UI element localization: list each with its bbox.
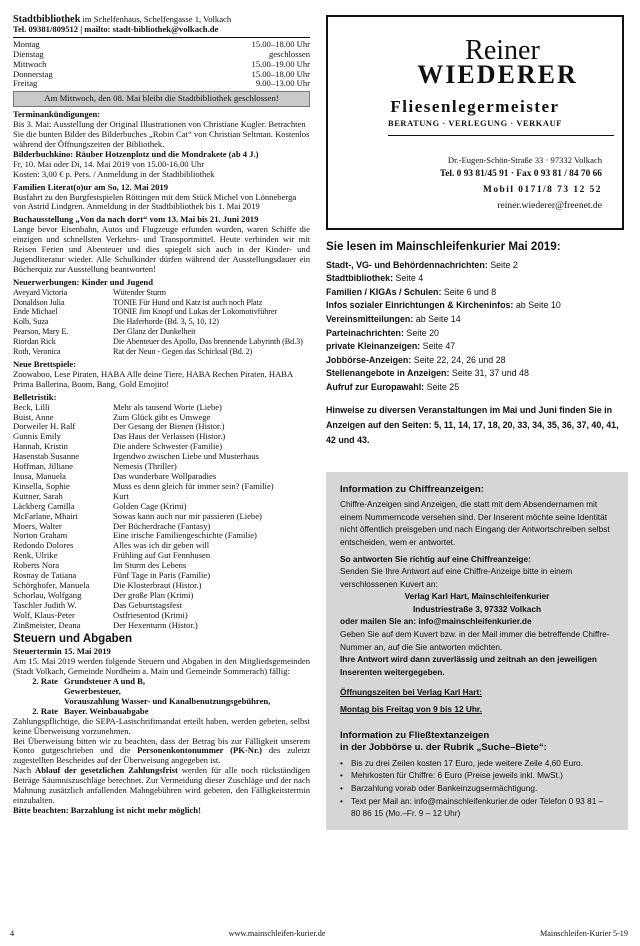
item-title: Das Haus der Verlassen (Histor.) <box>113 432 226 442</box>
hours-day: Montag <box>13 38 40 49</box>
toc-item <box>326 354 628 368</box>
tax-p3-b: Ablauf der gesetzlichen Zahlungsfrist <box>35 765 178 776</box>
rate-row <box>13 677 310 687</box>
item-title: Alles was ich dir geben will <box>113 541 210 551</box>
hours-time: 9.00–13.00 Uhr <box>255 78 310 89</box>
kids-heading: Neuerwerbungen: Kinder und Jugend <box>13 276 153 287</box>
toc-heading: Sie lesen im Mainschleifenkurier Mai 2019: <box>326 240 561 253</box>
kids-list <box>13 288 310 357</box>
list-item <box>13 307 310 317</box>
toc-item <box>326 286 628 300</box>
chiffre-heading: Information zu Chiffreanzeigen: <box>340 483 484 495</box>
item-author: Dorweiler H. Ralf <box>13 422 76 432</box>
list-item <box>13 561 310 571</box>
item-author: Kinsella, Sophie <box>13 481 70 491</box>
item-author: Inusa, Manuela <box>13 471 66 481</box>
list-item <box>13 551 310 561</box>
rate-label <box>13 687 64 697</box>
chiffre-mail-line: oder mailen Sie an: info@mainschleifenkurier.de <box>340 616 532 627</box>
hours-time: 15.00–18.00 Uhr <box>251 38 310 49</box>
item-title: Rat der Neun - Gegen das Schicksal (Bd. 2) <box>113 347 253 357</box>
opening-hours <box>13 40 310 90</box>
item-title: Die Haferhorde (Bd. 3, 5, 10, 12) <box>113 317 219 327</box>
item-title: Das wunderbare Wollparadies <box>113 471 217 481</box>
item-title: Der große Plan (Krimi) <box>113 590 194 600</box>
fiction-list <box>13 403 310 631</box>
rate-text: Grundsteuer A und B, <box>64 676 146 687</box>
divider <box>13 37 310 38</box>
list-item <box>13 601 310 611</box>
rate-label: 2. Rate <box>32 676 58 687</box>
item-author: Moers, Walter <box>13 521 62 531</box>
item-author: Hoffman, Jilliane <box>13 462 73 472</box>
footer <box>10 929 628 938</box>
ad-name-last: WIEDERER <box>417 60 578 89</box>
toc-label: Stadtbibliothek: <box>326 273 394 284</box>
ad-phone: Tel. 0 93 81/45 91 · Fax 0 93 81 / 84 70 66 <box>439 169 602 179</box>
library-name: Stadtbibliothek <box>13 14 81 25</box>
item-author: Hannah, Kristin <box>13 442 68 452</box>
chiffre-forward: Ihre Antwort wird dann zuverlässig und zeitnah an den jeweiligen Inserenten weitergegeben. <box>340 654 597 677</box>
item-title: Mehr als tausend Worte (Liebe) <box>113 402 222 412</box>
games-text: Zoowaboo, Lese Piraten, HABA Alle deine Tiere, HABA Rechen Piraten, HABA Prima Ballerina, Boom, Bang, Gold Emojito! <box>13 368 293 389</box>
hours-day: Mittwoch <box>13 58 47 69</box>
chiffre-answer-heading: So antworten Sie richtig auf eine Chiffreanzeige: <box>340 553 531 564</box>
item-title: Frühling auf Gut Fennhusen <box>113 551 211 561</box>
footer-issue: Mainschleifen-Kurier 5-19 <box>540 929 628 938</box>
tax-subheading: Steuertermin 15. Mai 2019 <box>13 646 111 657</box>
hours-day: Freitag <box>13 78 38 89</box>
toc-pages: ab Seite 14 <box>415 313 461 324</box>
hours-row <box>13 79 310 89</box>
toc-pages: Seite 22, 24, 26 und 28 <box>413 354 506 365</box>
item-title: Irgendwo zwischen Liebe und Musterhaus <box>113 452 259 462</box>
buchausstellung-heading: Buchausstellung „Von da nach dort“ vom 13. Mai bis 21. Juni 2019 <box>13 214 259 225</box>
ad-mobile: Mobil 0171/8 73 12 52 <box>482 185 602 195</box>
fliess-item: • Bis zu drei Zeilen kosten 17 Euro, jede weitere Zeile 4,60 Euro. <box>349 757 614 770</box>
list-item <box>13 581 310 591</box>
tax-p1: Zahlungspflichtige, die SEPA-Lastschriftmandat erteilt haben, werden gebeten, selbst keine Überweisung vorzunehmen. <box>13 715 310 736</box>
item-title: Der Gesang der Bienen (Histor.) <box>113 422 225 432</box>
buchausstellung-text: Lange bevor Eisenbahn, Autos und Flugzeuge erfunden wurden, waren Schiffe die einzigen und schnellsten Verkehrs- und Transportmittel. Heute verbinden wir mit Reisen Ferien und Abenteuer und dies spiegelt sich auch in der Kinder- und Jugendliteratur wieder. Alle Schulkinder dürfen während der Ausstellungsdauer ein Bücherquiz zur Ausstellung beantworten! <box>13 224 310 274</box>
toc-list <box>326 259 628 395</box>
tax-intro: Am 15. Mai 2019 werden folgende Steuern und Abgaben in den Mitgliedsgemeinden (Stadt Volkach, Gemeinde Nordheim a. Main und Gemeinde Sommerach) fällig: <box>13 656 310 677</box>
list-item <box>13 611 310 621</box>
item-title: TONIE Für Hund und Katz ist auch noch Platz <box>113 297 263 307</box>
hours-time: 15.00–19.00 Uhr <box>251 58 310 69</box>
ad-name-first: Reiner <box>465 35 540 66</box>
item-author: Kuttner, Sarah <box>13 491 63 501</box>
list-item <box>13 432 310 442</box>
tax-p3 <box>13 766 310 806</box>
item-title: Wütender Sturm <box>113 287 166 297</box>
toc-pages: Seite 6 und 8 <box>443 286 497 297</box>
item-author: Buist, Anne <box>13 412 54 422</box>
item-title: TONIE Jim Knopf und Lukas der Lokomotivführer <box>113 307 278 317</box>
kino-line2: Kosten: 3,00 € p. Pers. / Anmeldung in der Stadtbibliothek <box>13 168 215 179</box>
item-author: Kolb, Suza <box>13 317 49 327</box>
page-number: 4 <box>10 929 15 938</box>
item-author: Renk, Ulrike <box>13 551 58 561</box>
list-item <box>13 571 310 581</box>
tax-p2-b: Personenkontonummer (PK-Nr.) <box>137 745 263 756</box>
list-item <box>13 522 310 532</box>
list-item <box>13 502 310 512</box>
toc-item <box>326 272 628 286</box>
toc-label: private Kleinanzeigen: <box>326 341 421 352</box>
tax-p3-c: werden für alle noch rückständigen Beträge Säumniszuschläge berechnet. Zur Vermeidung dieser Zuschläge und der nach Mahnung zusätzlich anfallenden Mahngebühren wird gebeten, den Fälligkeitstermin einzuhalten. <box>13 765 310 805</box>
item-author: Taschler Judith W. <box>13 600 77 610</box>
list-item <box>13 512 310 522</box>
item-author: Ende Michael <box>13 307 58 317</box>
ad-profession: Fliesenlegermeister <box>390 97 560 116</box>
toc-pages: Seite 20 <box>406 327 439 338</box>
list-item <box>13 317 310 327</box>
toc-label: Familien / KIGAs / Schulen: <box>326 286 442 297</box>
toc-item <box>326 259 628 273</box>
item-author: Beck, Lilli <box>13 402 50 412</box>
tax-p2-c: des zuletzt zugestellten Bescheides auf der Überweisung angegeben ist. <box>13 745 310 766</box>
list-item <box>13 413 310 423</box>
list-item <box>13 347 310 357</box>
toc-item <box>326 381 628 395</box>
item-title: Nemesis (Thriller) <box>113 462 177 472</box>
item-title: Der Hexenturm (Histor.) <box>113 620 198 630</box>
termine-heading: Terminankündigungen: <box>13 109 101 120</box>
tax-p4: Bitte beachten: Barzahlung ist nicht mehr möglich! <box>13 804 201 815</box>
fliess-heading-2: in der Jobbörse u. der Rubrik „Suche–Biete“: <box>340 742 547 754</box>
toc-pages: ab Seite 10 <box>515 300 561 311</box>
ad-email: reiner.wiederer@freenet.de <box>497 200 602 211</box>
item-author: Läckberg Camilla <box>13 501 75 511</box>
tax-rates <box>13 677 310 717</box>
fliess-list <box>340 757 614 820</box>
item-author: Zinßmeister, Deana <box>13 620 81 630</box>
chiffre-text: Chiffre-Anzeigen sind Anzeigen, die statt mit dem Absendernamen mit einem Nummerncode versehen sind. Der Inserent möchte seine Identität nicht öffentlich preisgeben und nach Eingang der Antwortschreiben selbst entscheiden, wem er antwortet. <box>340 499 610 547</box>
list-item <box>13 541 310 551</box>
toc-label: Stadt-, VG- und Behördennachrichten: <box>326 259 488 270</box>
list-item <box>13 442 310 452</box>
fliesstext-info <box>340 730 614 820</box>
list-item <box>13 298 310 308</box>
item-title: Fünf Tage in Paris (Familie) <box>113 571 211 581</box>
item-author: Roth, Veronica <box>13 347 61 357</box>
rate-text: Bayer. Weinbauabgabe <box>64 705 149 716</box>
list-item <box>13 462 310 472</box>
item-title: Die andere Schwester (Familie) <box>113 442 223 452</box>
tax-heading: Steuern und Abgaben <box>13 633 133 646</box>
ad-divider <box>388 135 614 136</box>
toc-item <box>326 327 628 341</box>
fliess-item: • Barzahlung vorab oder Bankeinzugsermächtigung. <box>349 782 614 795</box>
closed-notice: Am Mittwoch, den 08. Mai bleibt die Stadtbibliothek geschlossen! <box>13 91 310 107</box>
item-author: Schorlau, Wolfgang <box>13 590 82 600</box>
item-author: Riordan Rick <box>13 337 56 347</box>
kino-line1: Fr, 10. Mai oder Di, 14. Mai 2019 von 15.00-16.00 Uhr <box>13 158 205 169</box>
list-item <box>13 403 310 413</box>
item-title: Zum Glück gibt es Umwege <box>113 412 211 422</box>
footer-url: www.mainschleifen-kurier.de <box>228 929 326 938</box>
familien-text: Busfahrt zu den Burgfestspielen Röttingen mit dem Stück Michel von Lönneberga von Astrid Lindgren. Anmeldung in der Stadtbibliothek bis 1. Mai 2019 <box>13 191 297 212</box>
toc-pages: Seite 4 <box>395 273 424 284</box>
item-author: Norton Graham <box>13 531 68 541</box>
toc-label: Infos sozialer Einrichtungen & Kircheninfos: <box>326 300 514 311</box>
hours-time: 15.00–18.00 Uhr <box>251 68 310 79</box>
list-item <box>13 472 310 482</box>
ad-address: Dr.-Eugen-Schön-Straße 33 · 97332 Volkach <box>447 155 602 165</box>
toc-pages: Seite 47 <box>422 341 456 352</box>
list-item <box>13 621 310 631</box>
fliess-item: • Mehrkosten für Chiffre: 6 Euro (Preise jeweils inkl. MwSt.) <box>349 769 614 782</box>
chiffre-hours-heading: Öffnungszeiten bei Verlag Karl Hart: <box>340 687 482 698</box>
item-title: Die Klosterbraut (Histor.) <box>113 580 202 590</box>
list-item <box>13 492 310 502</box>
toc-label: Aufruf zur Europawahl: <box>326 381 425 392</box>
library-contact: Tel. 09381/809512 | mailto: stadt-bibliothek@volkach.de <box>13 23 219 34</box>
toc-item <box>326 299 628 313</box>
termine-text: Bis 3. Mai: Ausstellung der Original Illustrationen von Christiane Kugler. Betrachten Sie die bunten Bilder des Bilderbuches „Robin Cat“ von Christian Seltman. Kostenlos während der Öffnungszeiten der Bibliothek. <box>13 119 310 149</box>
toc-item <box>326 367 628 381</box>
item-author: Donaldson Julia <box>13 297 65 307</box>
item-title: Sowas kann auch nur mir passieren (Liebe) <box>113 511 262 521</box>
toc-label: Vereinsmitteilungen: <box>326 313 414 324</box>
chiffre-hours: Montag bis Freitag von 9 bis 12 Uhr. <box>340 704 482 715</box>
chiffre-info-box <box>326 472 628 830</box>
item-title: Kurt <box>113 491 129 501</box>
fliess-item: • Text per Mail an: info@mainschleifenkurier.de oder Telefon 0 93 81 – 80 86 15 (Mo.–Fr. 9 – 12 Uhr) <box>349 795 614 820</box>
item-author: Schörghofer, Manuela <box>13 580 90 590</box>
toc-item <box>326 340 628 354</box>
rate-text: Vorauszahlung Wasser- und Kanalbenutzungsgebühren, <box>64 695 271 706</box>
toc-hint: Hinweise zu diversen Veranstaltungen im Mai und Juni finden Sie in Anzeigen auf den Seiten: 5, 11, 14, 17, 18, 20, 33, 34, 35, 36, 37, 40, 41, 42 und 43. <box>326 404 619 445</box>
item-author: Roberts Nora <box>13 561 60 571</box>
right-column <box>326 15 628 830</box>
familien-heading: Familien Literat(o)ur am So, 12. Mai 2019 <box>13 181 168 192</box>
item-author: Aveyard Victoria <box>13 287 68 297</box>
toc-pages: Seite 31, 37 und 48 <box>451 368 529 379</box>
toc-label: Jobbörse-Anzeigen: <box>326 354 412 365</box>
ad-services: BERATUNG · VERLEGUNG · VERKAUF <box>388 119 562 128</box>
toc-label: Stellenangebote in Anzeigen: <box>326 368 450 379</box>
fliess-heading-1: Information zu Fließtextanzeigen <box>340 729 490 741</box>
item-author: McFarlane, Mhairi <box>13 511 78 521</box>
item-author: Hasenstab Susanne <box>13 452 80 462</box>
tax-p2-a: Bei Überweisung bitten wir zu beachten, dass der Betrag bis zur Fälligkeit unserem Konto gutgeschrieben und die <box>13 735 310 756</box>
rate-text: Gewerbesteuer, <box>64 686 121 696</box>
list-item <box>13 288 310 298</box>
rate-label: 2. Rate <box>32 705 58 716</box>
item-title: Der Bücherdrache (Fantasy) <box>113 521 211 531</box>
list-item <box>13 452 310 462</box>
games-heading: Neue Brettspiele: <box>13 359 77 369</box>
item-author: Gunnis Emily <box>13 432 61 442</box>
toc-item <box>326 313 628 327</box>
item-title: Golden Cage (Krimi) <box>113 501 187 511</box>
item-author: Pearson, Mary E. <box>13 327 69 337</box>
item-title: Das Geburtstagsfest <box>113 600 182 610</box>
hours-row <box>13 40 310 50</box>
list-item <box>13 591 310 601</box>
list-item <box>13 531 310 541</box>
item-title: Die Abenteuer des Apollo, Das brennende Labyrinth (Bd.3) <box>113 337 303 347</box>
tax-p3-a: Nach <box>13 765 36 776</box>
chiffre-note: Geben Sie auf dem Kuvert bzw. in der Mail immer die betreffende Chiffre-Nummer an, auf die Sie antworten möchten. <box>340 629 610 652</box>
hours-time: geschlossen <box>268 48 310 59</box>
chiffre-publisher: Verlag Karl Hart, Mainschleifenkurier <box>404 591 550 602</box>
list-item <box>13 327 310 337</box>
kino-heading: Bilderbuchkino: Räuber Hotzenplotz und die Mondrakete (ab 4 J.) <box>13 148 259 159</box>
item-title: Der Glanz der Dunkelheit <box>113 327 196 337</box>
list-item <box>13 422 310 432</box>
item-author: Redondo Dolores <box>13 541 74 551</box>
library-location: im Schelfenhaus, Schelfengasse 1, Volkach <box>82 14 232 24</box>
toc-pages: Seite 2 <box>490 259 518 270</box>
item-author: Rosnay de Tatiana <box>13 571 77 581</box>
list-item <box>13 337 310 347</box>
ad-wiederer <box>326 15 624 230</box>
item-author: Wolf, Klaus-Peter <box>13 610 75 620</box>
chiffre-answer-text: Senden Sie Ihre Antwort auf eine Chiffre-Anzeige bitte in einem verschlossenen Kuvert an: <box>340 566 573 589</box>
list-item <box>13 482 310 492</box>
left-column <box>13 15 310 816</box>
item-title: Muss es denn gleich für immer sein? (Familie) <box>113 481 274 491</box>
hours-day: Donnerstag <box>13 68 53 79</box>
toc-label: Parteinachrichten: <box>326 327 404 338</box>
hours-day: Dienstag <box>13 48 44 59</box>
chiffre-publisher-addr: Industriestraße 3, 97332 Volkach <box>412 603 542 614</box>
tax-p2 <box>13 737 310 767</box>
item-title: Im Sturm des Lebens <box>113 561 187 571</box>
table-of-contents <box>326 240 628 448</box>
item-title: Ostfriesentod (Krimi) <box>113 610 188 620</box>
toc-pages: Seite 25 <box>426 381 460 392</box>
item-title: Eine irische Familiengeschichte (Familie) <box>113 531 257 541</box>
fiction-heading: Belletristik: <box>13 391 57 402</box>
